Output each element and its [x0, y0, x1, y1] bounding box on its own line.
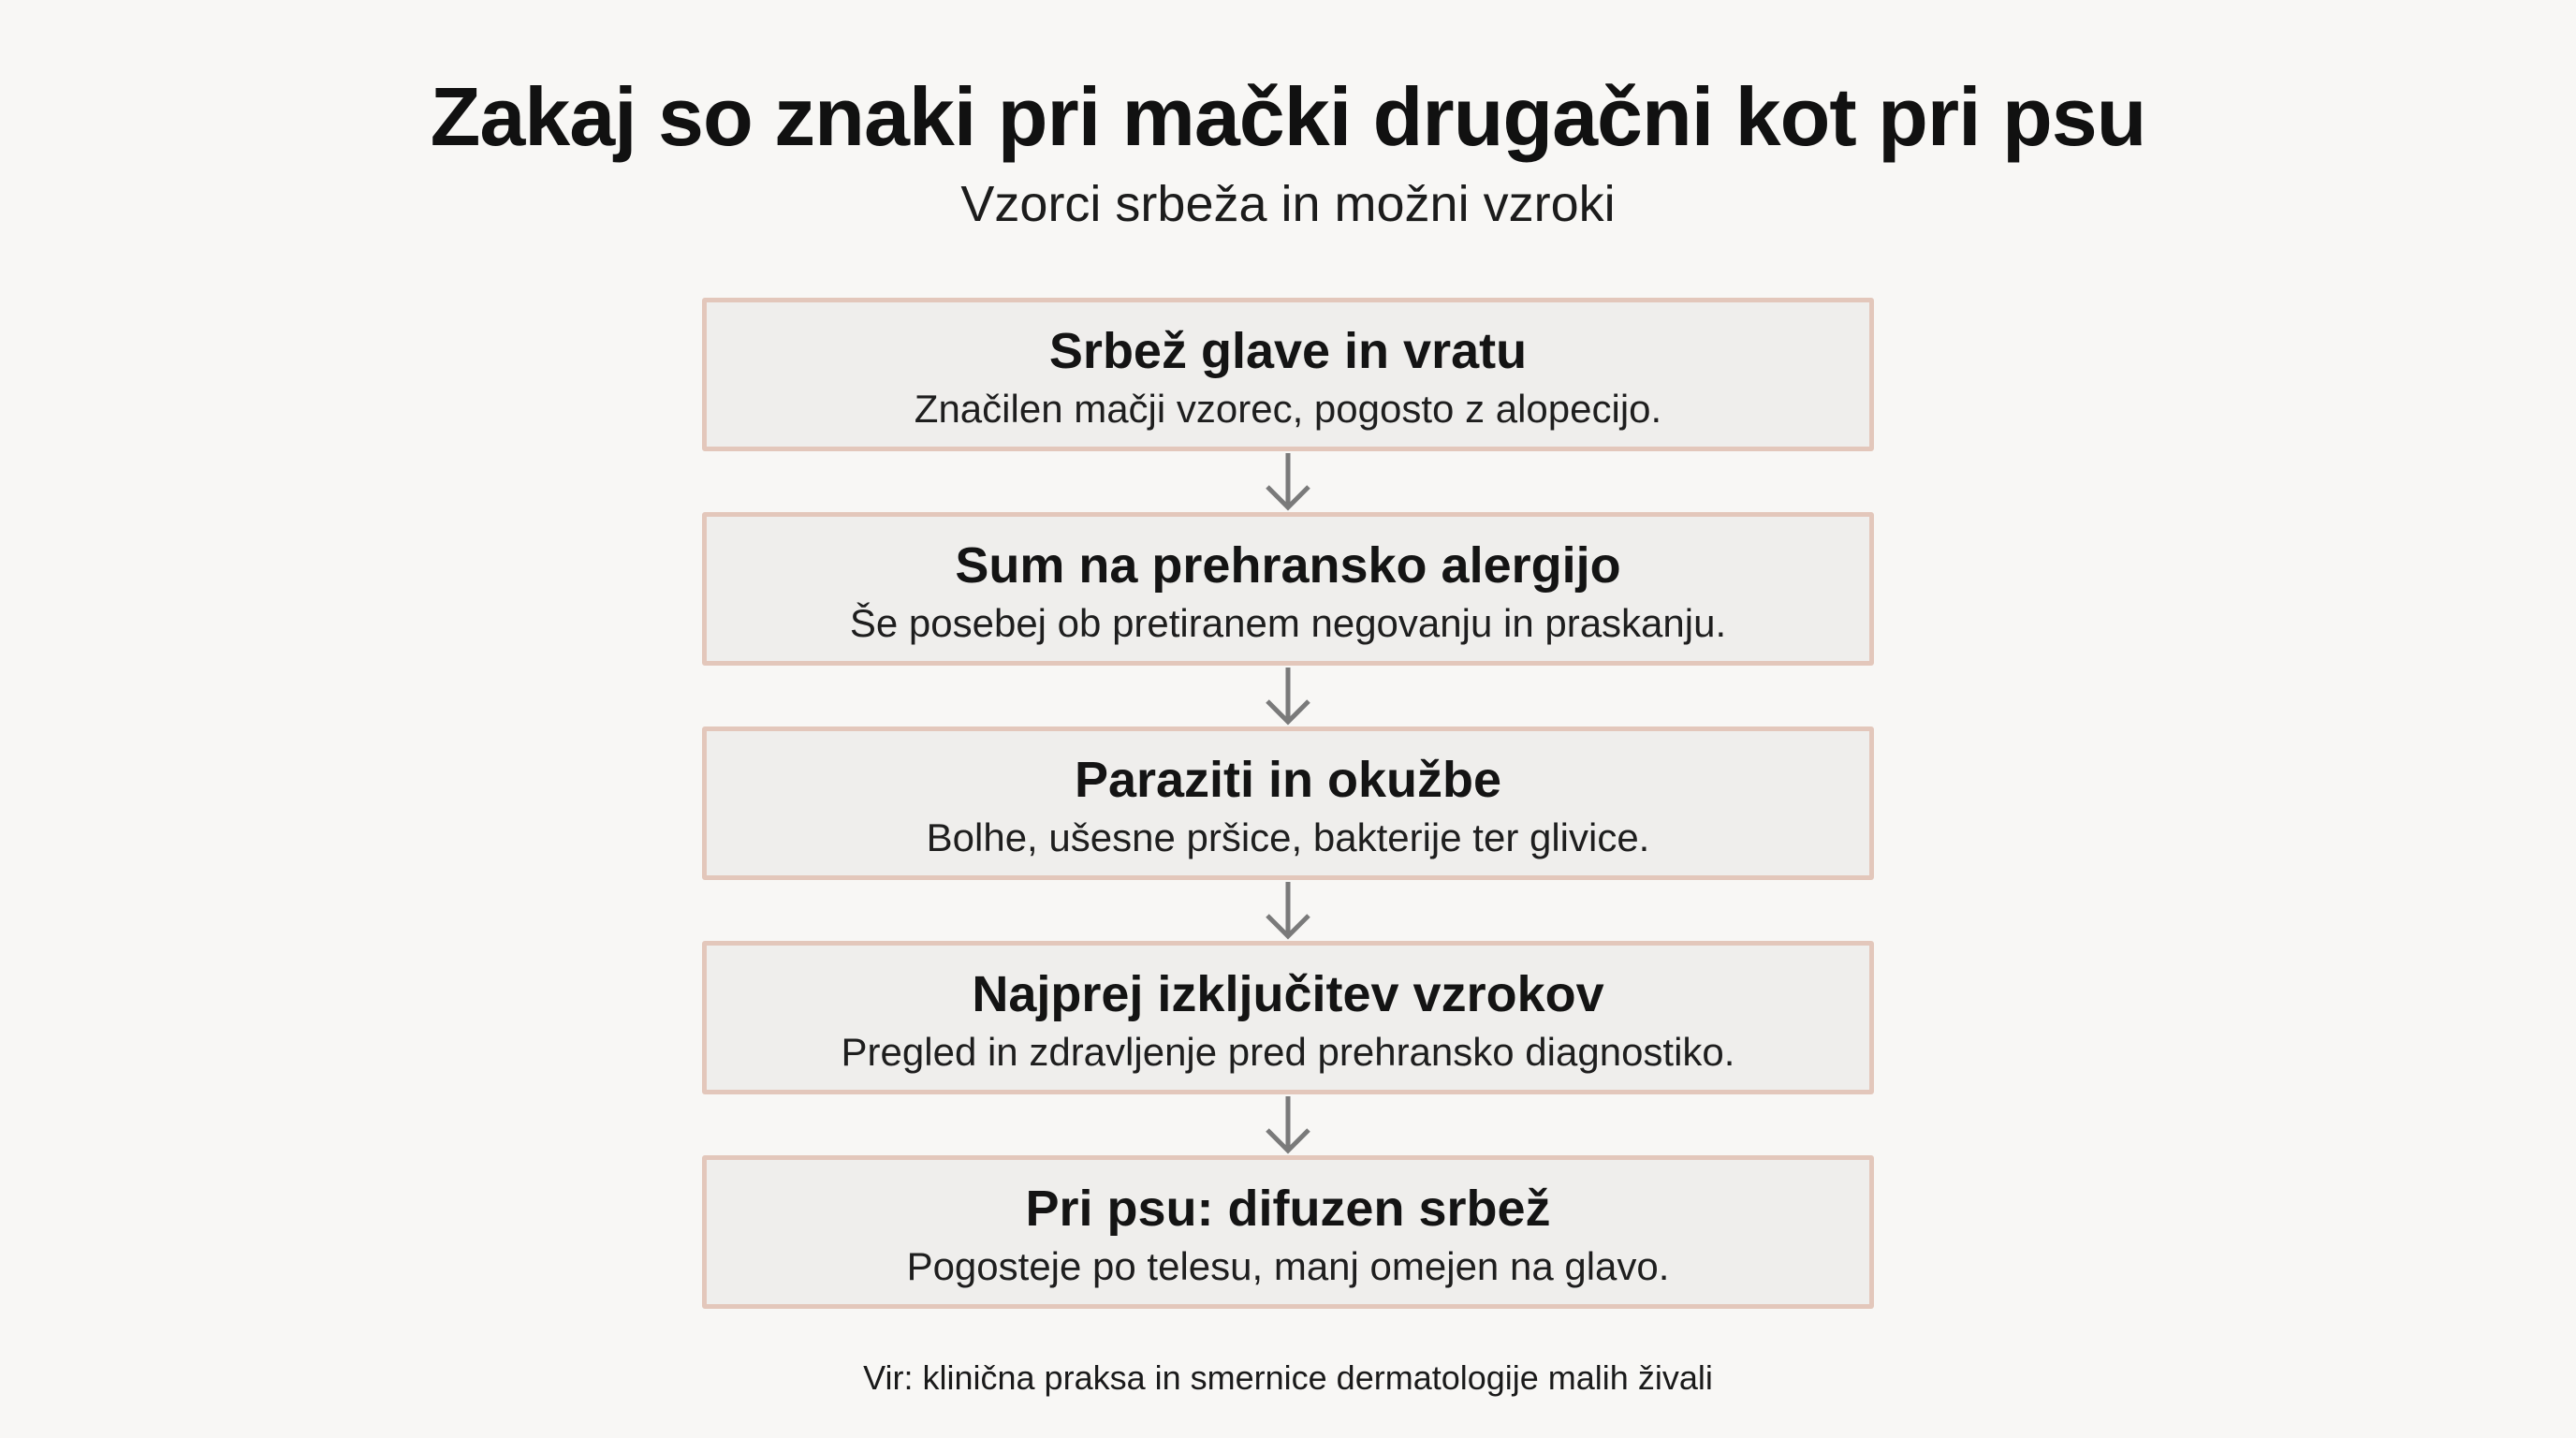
down-arrow-icon — [702, 451, 1874, 512]
step-description: Bolhe, ušesne pršice, bakterije ter glivice. — [926, 815, 1650, 859]
step-description: Pogosteje po telesu, manj omejen na glavo. — [906, 1244, 1670, 1288]
step-box-1 — [702, 298, 1874, 451]
step-box-2 — [702, 512, 1874, 666]
diagram-subtitle: Vzorci srbeža in možni vzroki — [960, 176, 1616, 232]
diagram-title: Zakaj so znaki pri mački drugačni kot pri psu — [430, 70, 2146, 163]
step-description: Pregled in zdravljenje pred prehransko diagnostiko. — [841, 1030, 1735, 1074]
step-title: Srbež glave in vratu — [1048, 323, 1528, 379]
source-note: Vir: klinična praksa in smernice dermatologije malih živali — [863, 1358, 1713, 1397]
down-arrow-icon — [702, 666, 1874, 726]
step-description: Še posebej ob pretiranem negovanju in praskanju. — [849, 601, 1727, 645]
step-box-5 — [702, 1155, 1874, 1309]
step-title: Sum na prehransko alergijo — [955, 537, 1621, 594]
down-arrow-icon — [702, 880, 1874, 941]
step-box-3 — [702, 726, 1874, 880]
down-arrow-icon — [702, 1094, 1874, 1155]
step-description: Značilen mačji vzorec, pogosto z alopecijo. — [914, 387, 1662, 431]
step-box-4 — [702, 941, 1874, 1094]
step-title: Najprej izključitev vzrokov — [972, 966, 1604, 1022]
step-title: Paraziti in okužbe — [1074, 752, 1502, 808]
flowchart — [702, 298, 1874, 1309]
step-title: Pri psu: difuzen srbež — [1025, 1181, 1551, 1237]
